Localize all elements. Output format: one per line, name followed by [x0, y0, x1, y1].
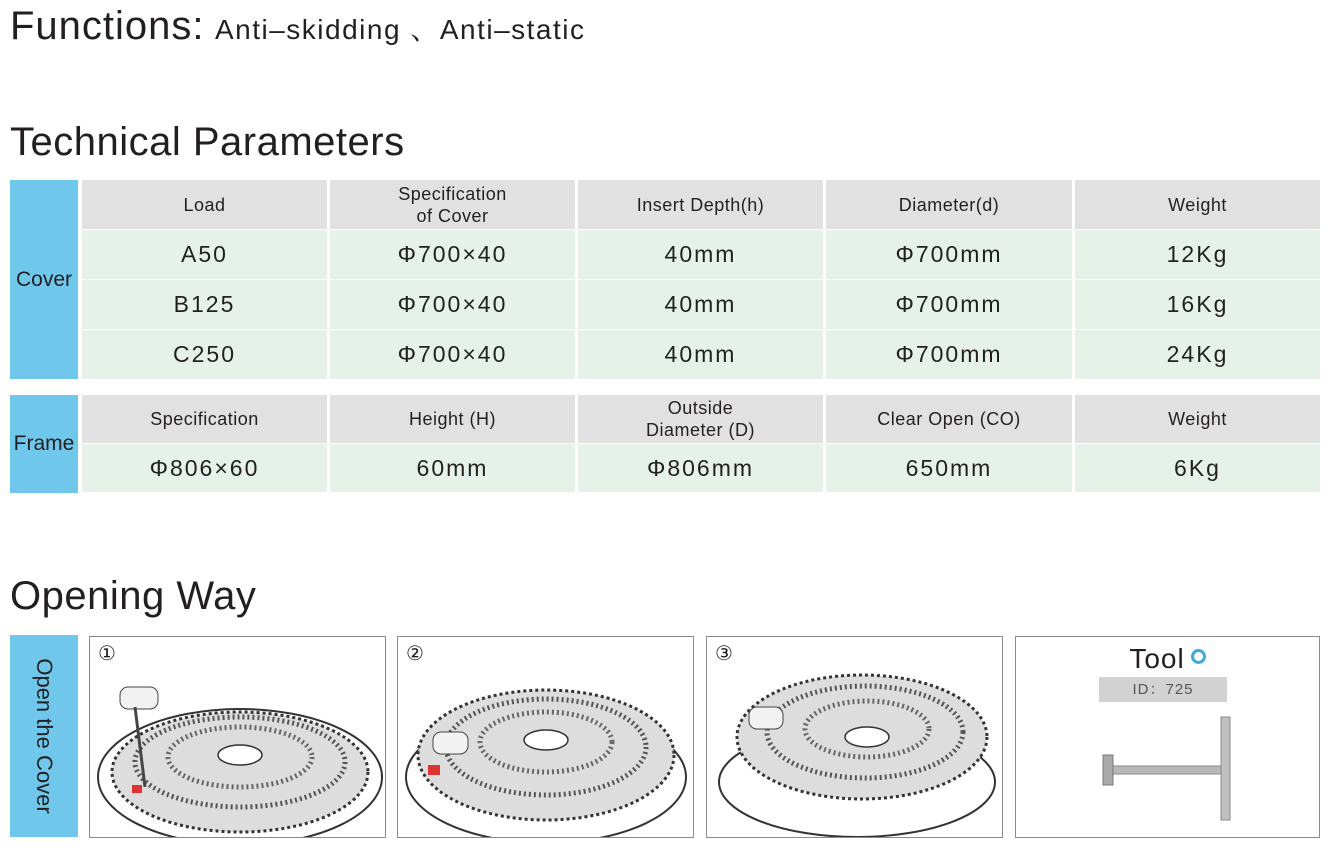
cover-side-label: Cover [10, 180, 78, 379]
step-panel-1 [89, 636, 386, 838]
data-cell: 60mm [330, 444, 575, 492]
data-cell: 16Kg [1075, 280, 1320, 329]
step-number: ① [98, 643, 116, 665]
header-cell: Clear Open (CO) [826, 395, 1072, 443]
data-cell: Φ700×40 [330, 330, 575, 379]
step-number: ② [406, 643, 424, 665]
header-cell: Outside Diameter (D) [578, 395, 823, 443]
data-cell: Φ700mm [826, 330, 1072, 379]
functions-value: Anti–skidding 、Anti–static [214, 14, 586, 45]
header-cell: Weight [1075, 395, 1320, 443]
data-cell: Φ806×60 [82, 444, 327, 492]
header-cell: Specification of Cover [330, 180, 575, 229]
data-cell: Φ700×40 [330, 230, 575, 279]
hand-lever-icon [749, 707, 783, 729]
manhole-cover-icon [90, 637, 385, 837]
tool-panel [1015, 636, 1320, 838]
opening-way-title: Opening Way [10, 574, 257, 618]
open-cover-text: Open the Cover [32, 658, 57, 814]
data-cell: 24Kg [1075, 330, 1320, 379]
header-cell: Weight [1075, 180, 1320, 229]
data-cell: C250 [82, 330, 327, 379]
data-cell: 40mm [578, 330, 823, 379]
manhole-cover-icon [398, 637, 693, 837]
t-handle-tool-icon [1016, 637, 1319, 837]
header-cell: Specification [82, 395, 327, 443]
data-cell: 40mm [578, 230, 823, 279]
data-cell: 40mm [578, 280, 823, 329]
header-cell: Height (H) [330, 395, 575, 443]
data-cell: Φ700mm [826, 280, 1072, 329]
data-cell: Φ806mm [578, 444, 823, 492]
step-panel-3 [706, 636, 1003, 838]
data-cell: A50 [82, 230, 327, 279]
data-cell: 650mm [826, 444, 1072, 492]
step-number: ③ [715, 643, 733, 665]
step-panel-2 [397, 636, 694, 838]
data-cell: Φ700mm [826, 230, 1072, 279]
functions-label: Functions: [10, 4, 205, 48]
data-cell: B125 [82, 280, 327, 329]
data-cell: Φ700×40 [330, 280, 575, 329]
header-cell: Insert Depth(h) [578, 180, 823, 229]
tool-title: Tool [1129, 643, 1185, 674]
hand-lever-icon [433, 732, 468, 754]
manhole-cover-icon [707, 637, 1002, 837]
tool-id: ID：725 [1099, 677, 1227, 702]
functions-line [10, 4, 586, 49]
open-cover-label [10, 635, 78, 837]
data-cell: 6Kg [1075, 444, 1320, 492]
header-cell: Load [82, 180, 327, 229]
data-cell: 12Kg [1075, 230, 1320, 279]
tech-params-title: Technical Parameters [10, 120, 405, 164]
frame-side-label: Frame [10, 395, 78, 493]
header-cell: Diameter(d) [826, 180, 1072, 229]
